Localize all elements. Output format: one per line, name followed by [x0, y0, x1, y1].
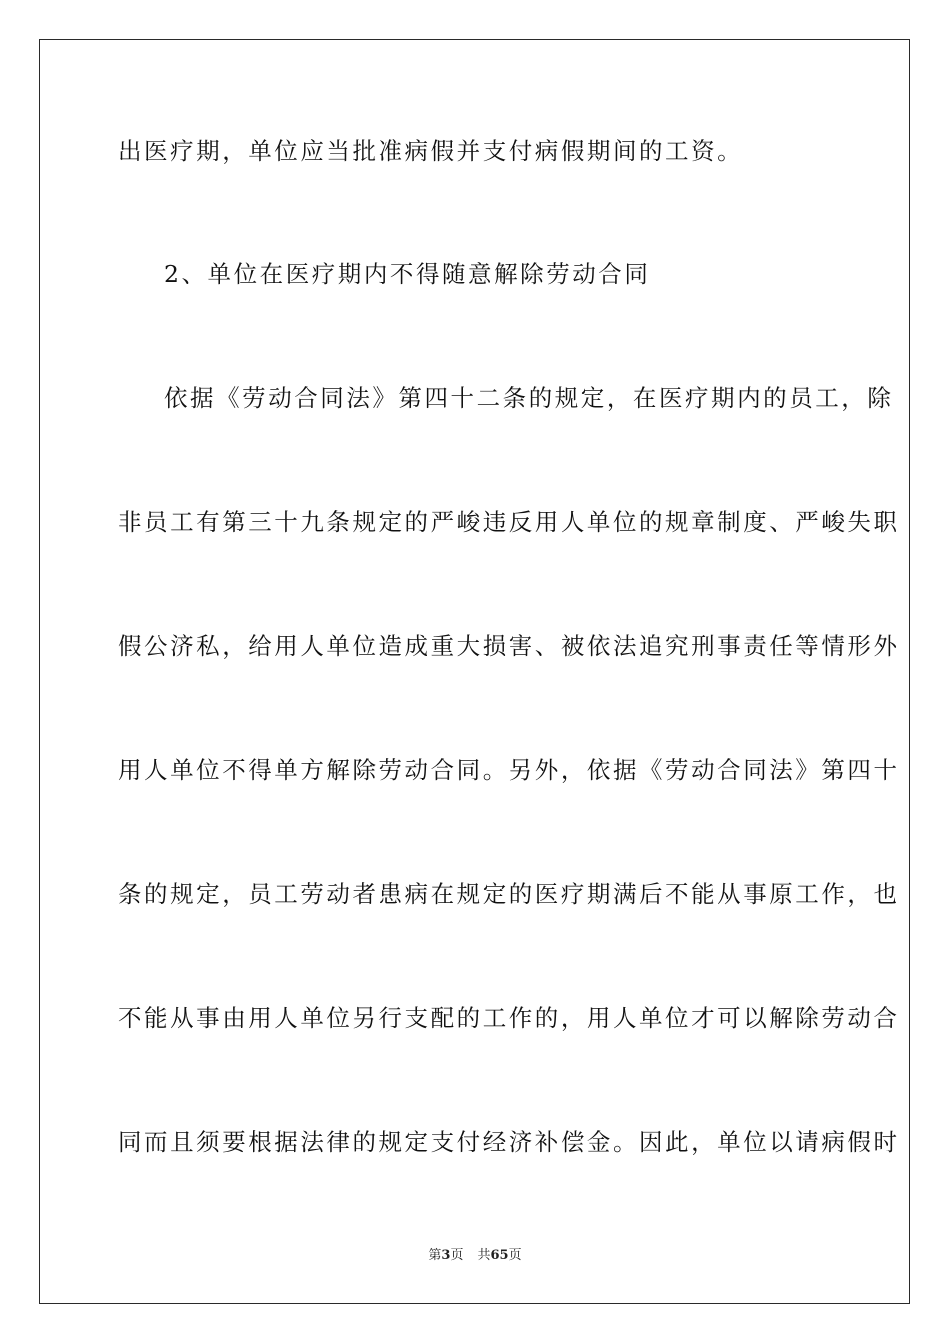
paragraph-line-8: 同而且须要根据法律的规定支付经济补偿金。因此，单位以请病假时 [118, 1128, 900, 1156]
page-number: 3 [441, 1248, 451, 1263]
total-suffix: 页 [508, 1248, 522, 1263]
total-pages: 65 [490, 1248, 509, 1263]
paragraph-line-7: 不能从事由用人单位另行支配的工作的，用人单位才可以解除劳动合 [118, 1004, 900, 1032]
paragraph-line-1: 出医疗期，单位应当批准病假并支付病假期间的工资。 [118, 137, 744, 165]
page-border [39, 39, 910, 1304]
page-suffix: 页 [450, 1248, 464, 1263]
paragraph-line-6: 条的规定，员工劳动者患病在规定的医疗期满后不能从事原工作，也 [118, 880, 900, 908]
paragraph-line-3: 非员工有第三十九条规定的严峻违反用人单位的规章制度、严峻失职 [118, 508, 900, 536]
paragraph-line-5: 用人单位不得单方解除劳动合同。另外，依据《劳动合同法》第四十 [118, 756, 900, 784]
total-prefix: 共 [477, 1248, 491, 1263]
paragraph-line-2: 依据《劳动合同法》第四十二条的规定，在医疗期内的员工，除 [164, 384, 894, 412]
page-footer [0, 1247, 950, 1265]
paragraph-line-4: 假公济私，给用人单位造成重大损害、被依法追究刑事责任等情形外 [118, 632, 900, 660]
section-heading: 2、单位在医疗期内不得随意解除劳动合同 [164, 260, 651, 288]
page-prefix: 第 [428, 1248, 442, 1263]
